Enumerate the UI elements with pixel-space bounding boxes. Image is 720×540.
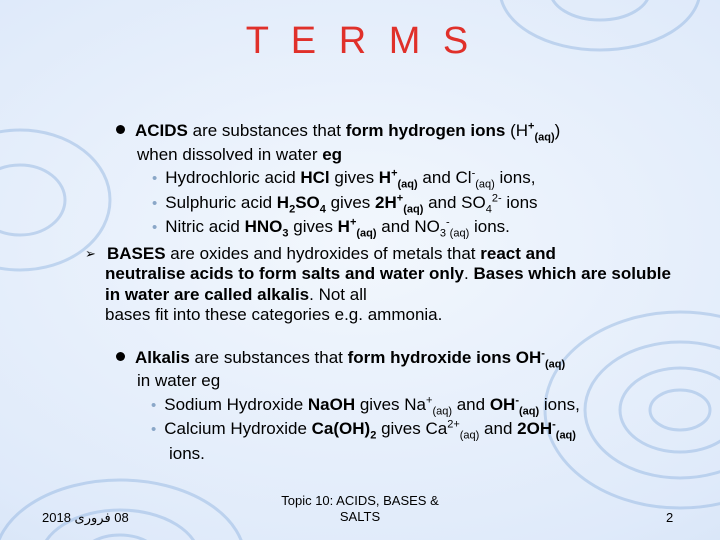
- small-dot-icon: •: [152, 170, 158, 187]
- footer-topic-line-2: SALTS: [339, 509, 381, 524]
- acids-definition-line-1: ACIDS are substances that form hydrogen ions $(H^+_{(aq)})$: [59, 119, 680, 143]
- bases-line-3: bases fit into these categories e.g. ammonia.: [105, 305, 443, 324]
- acids-definition-line-2: when dissolved in water eg: [137, 144, 343, 164]
- acids-example-hcl: • Hydrochloric acid HCl gives $H^+_{(aq)}$ and $Cl^-_{(aq)}$ ions,: [152, 167, 536, 191]
- acids-example-h2so4: • Sulphuric acid $H_2SO_4$ gives $2H^+_{(aq)}$ and $SO_4^{2-}$ ions: [152, 191, 538, 215]
- alkalis-definition-line-1: Alkalis are substances that form hydroxide ions $OH^-_{(aq)}$: [59, 346, 680, 370]
- footer-date: 08 فروری 2018: [42, 510, 129, 525]
- footer-topic-line-1: Topic 10: ACIDS, BASES &: [281, 493, 439, 508]
- acids-example-hno3: • Nitric acid $HNO_3$ gives $H^+_{(aq)}$ and $NO_3^-_{(aq)}$ ions.: [152, 216, 510, 240]
- slide-content: [80, 119, 680, 465]
- bases-paragraph: [80, 244, 680, 326]
- bases-line-2: neutralise acids to form salts and water only. Bases which are soluble in water are called alkalis. Not all: [105, 264, 671, 304]
- black-dot-icon: [116, 125, 125, 134]
- alkalis-example-naoh: • Sodium Hydroxide NaOH gives $Na^+_{(aq)}$ and $OH^-_{(aq)}$ ions,: [151, 393, 580, 417]
- small-dot-icon: •: [152, 219, 158, 236]
- alkalis-definition-line-2: in water eg: [137, 371, 221, 390]
- alkalis-example-caoh: • Calcium Hydroxide $Ca(OH)_2$ gives $Ca^{2+}_{(aq)}$ and $2OH^-_{(aq)}$: [151, 418, 576, 442]
- slide-title: T E R M S: [245, 20, 475, 62]
- arrowhead-icon: ➢: [85, 245, 96, 261]
- page-number: 2: [666, 510, 674, 525]
- bases-line-1: ➢ BASES are oxides and hydroxides of metals that react and: [85, 243, 556, 263]
- alkalis-line-5: ions.: [169, 443, 205, 463]
- black-dot-icon: [116, 352, 125, 361]
- small-dot-icon: •: [151, 396, 157, 414]
- footer-topic: [260, 493, 460, 525]
- small-dot-icon: •: [152, 194, 158, 212]
- small-dot-icon: •: [151, 421, 157, 438]
